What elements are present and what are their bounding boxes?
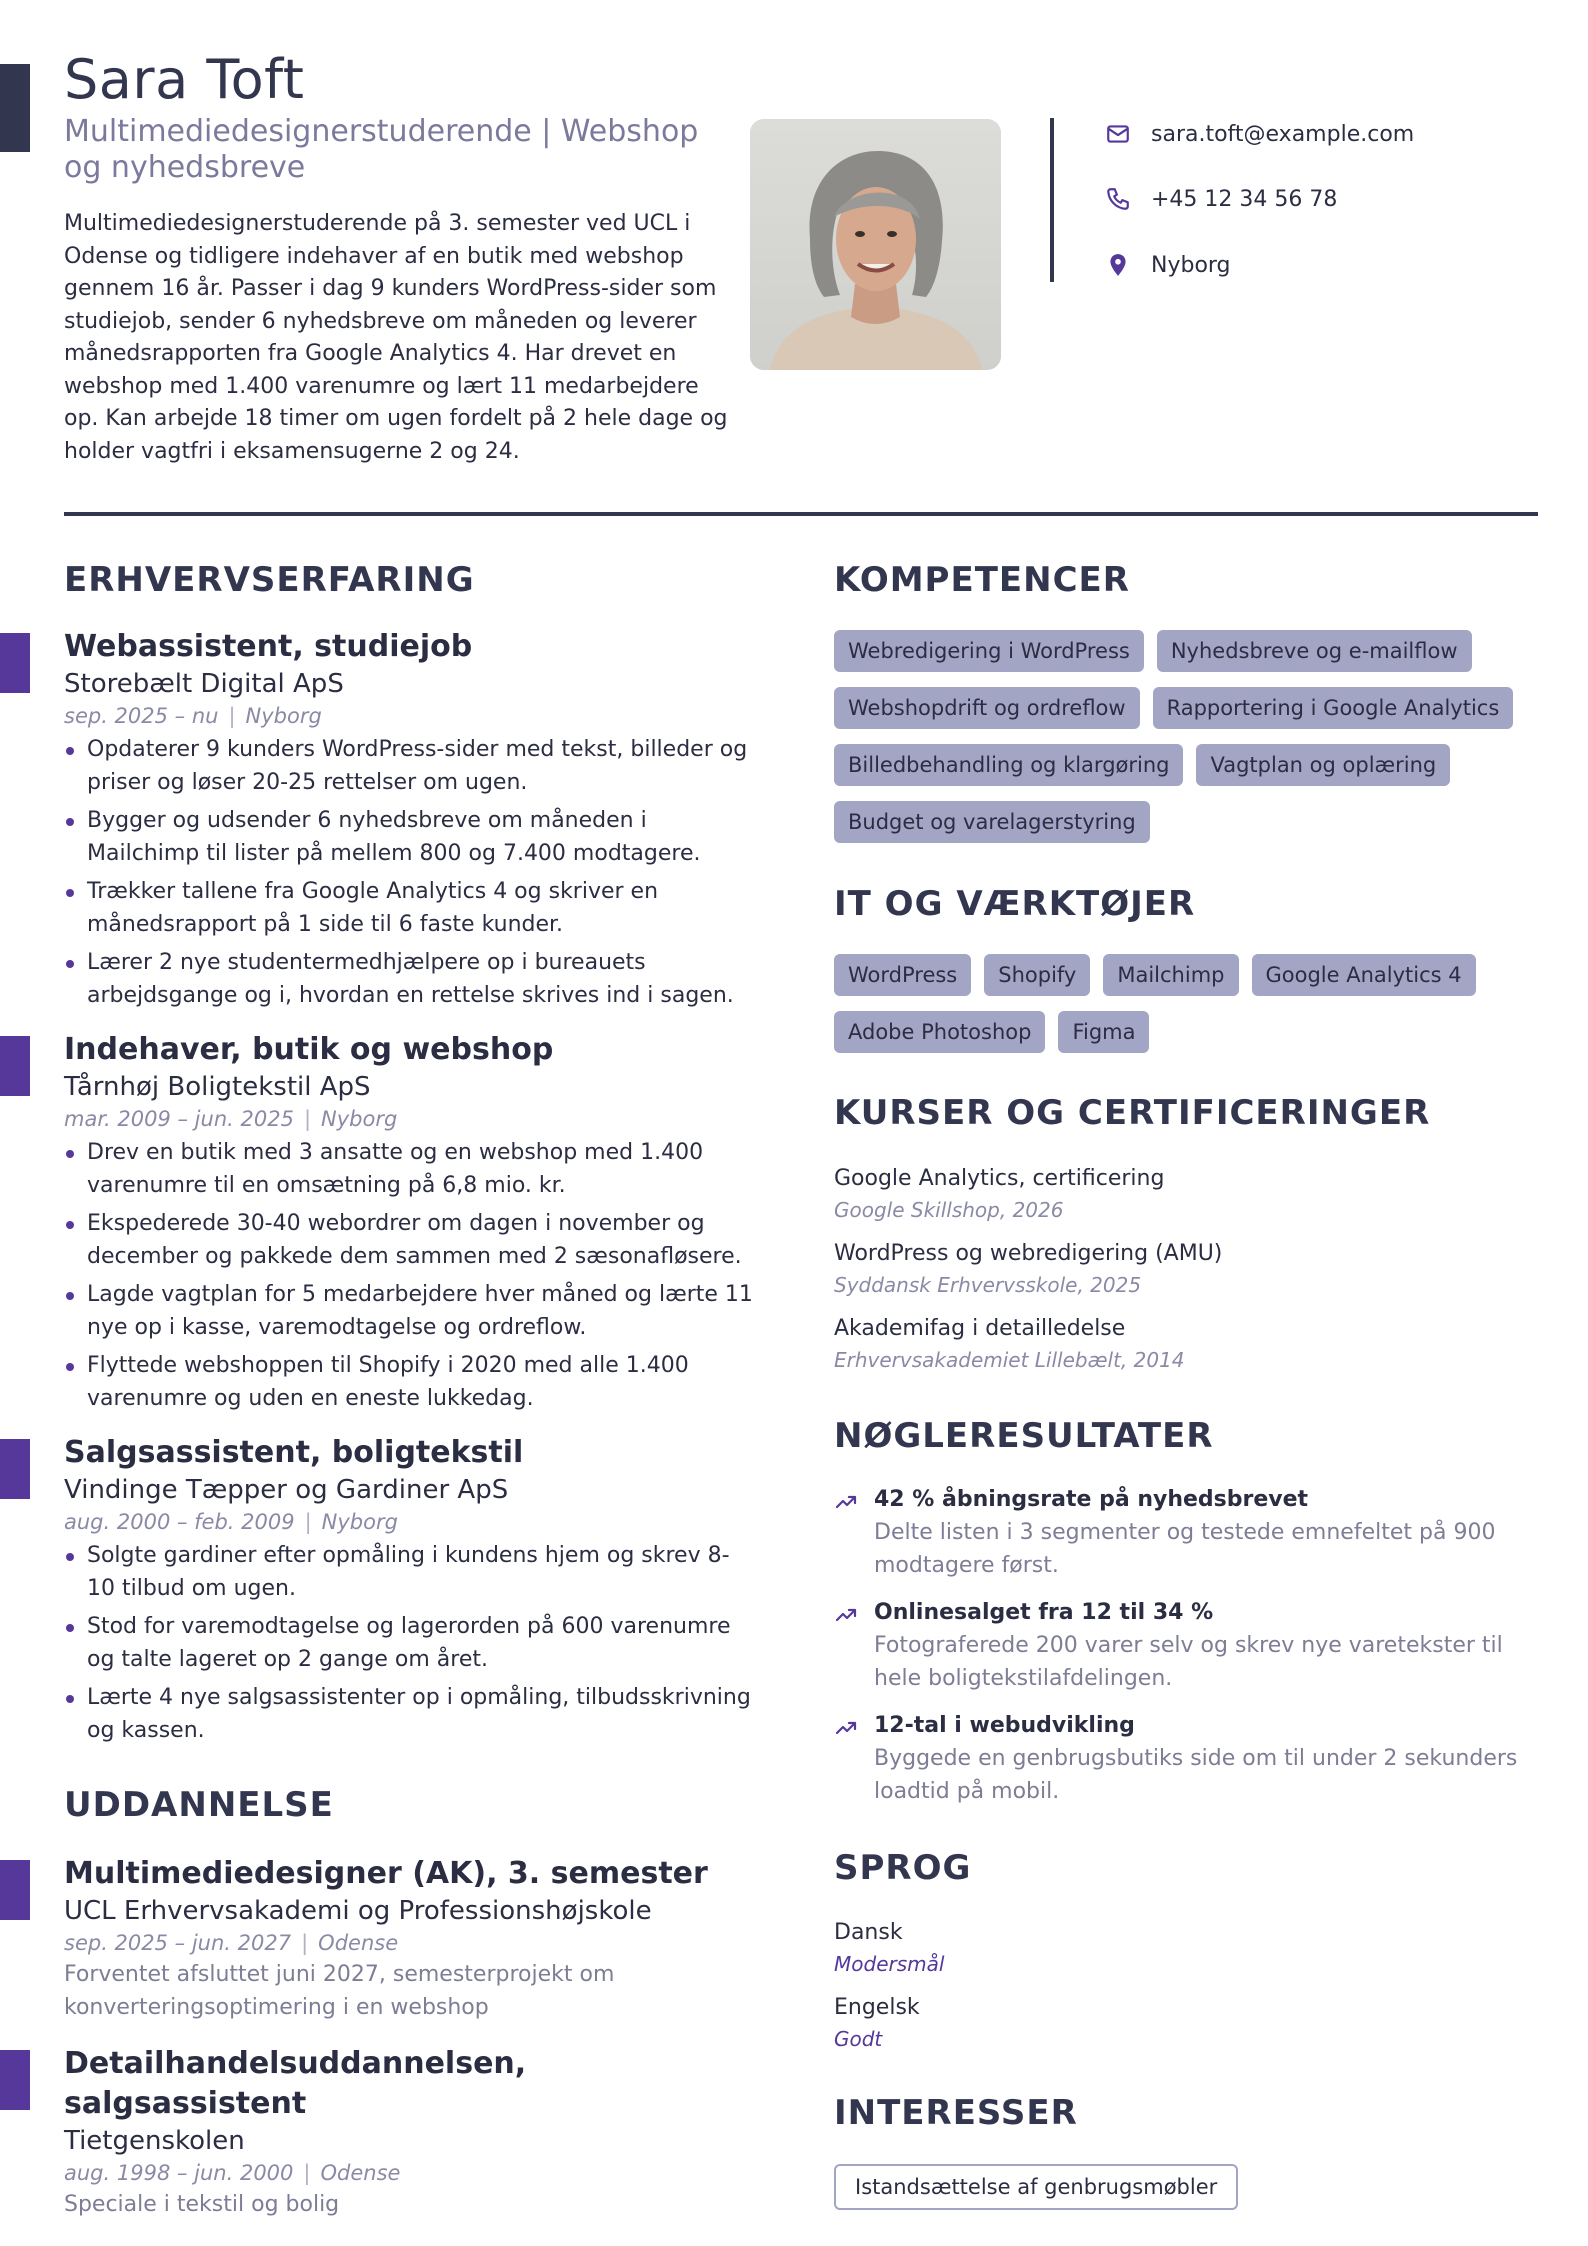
result-entry [834, 1597, 1534, 1695]
job-dates: sep. 2025 – nu [64, 704, 219, 728]
tool-chip: WordPress [834, 954, 971, 996]
tool-chip: Figma [1058, 1011, 1149, 1053]
contact-divider [1050, 118, 1054, 282]
education-dates: sep. 2025 – jun. 2027 [64, 1931, 292, 1955]
section-title-tools: IT OG VÆRKTØJER [834, 884, 1196, 924]
result-entry [834, 1710, 1534, 1808]
job-bullet: Flyttede webshoppen til Shopify i 2020 med alle 1.400 varenumre og uden en eneste lukkedag. [64, 1349, 754, 1415]
headline: Multimediedesignerstuderende | Webshop og nyhedsbreve [64, 114, 699, 185]
skill-chip: Billedbehandling og klargøring [834, 744, 1183, 786]
education-meta [64, 1928, 754, 1958]
section-title-languages: SPROG [834, 1848, 972, 1888]
job-accent-bar [0, 1036, 30, 1096]
job-bullet: Ekspederede 30-40 webordrer om dagen i november og december og pakkede dem sammen med 2 sæsonafløsere. [64, 1207, 754, 1273]
job-company: Storebælt Digital ApS [64, 669, 344, 699]
job-dates: mar. 2009 – jun. 2025 [64, 1107, 294, 1131]
header-divider [64, 512, 1538, 516]
job-entry [64, 1433, 754, 1752]
job-company: Vindinge Tæpper og Gardiner ApS [64, 1475, 509, 1505]
education-meta [64, 2158, 754, 2188]
section-title-interests: INTERESSER [834, 2093, 1078, 2133]
phone-text: +45 12 34 56 78 [1151, 186, 1338, 212]
profile-photo [750, 119, 1001, 370]
education-note: Speciale i tekstil og bolig [64, 2192, 340, 2217]
course-name: WordPress og webredigering (AMU) [834, 1241, 1223, 1266]
job-bullets [64, 733, 754, 1012]
result-description: Delte listen i 3 segmenter og testede emnefeltet på 900 modtagere først. [874, 1520, 1496, 1578]
course-provider: Syddansk Erhvervsskole, 2025 [834, 1273, 1142, 1297]
email-text: sara.toft@example.com [1151, 121, 1415, 147]
course-entry [834, 1163, 1534, 1225]
job-bullet: Lagde vagtplan for 5 medarbejdere hver måned og lærte 11 nye op i kasse, varemodtagelse og ordreflow. [64, 1278, 754, 1344]
language-name: Engelsk [834, 1995, 920, 2020]
education-entry [64, 1854, 754, 2024]
result-title: 42 % åbningsrate på nyhedsbrevet [874, 1487, 1309, 1512]
location-text: Nyborg [1151, 252, 1231, 278]
result-title: 12-tal i webudvikling [874, 1713, 1135, 1738]
language-name: Dansk [834, 1920, 903, 1945]
interest-tag: Istandsættelse af genbrugsmøbler [834, 2164, 1238, 2210]
meta-separator: | [228, 704, 236, 728]
job-entry [64, 1030, 754, 1420]
job-bullet: Stod for varemodtagelse og lagerorden på 600 varenumre og talte lageret op 2 gange om året. [64, 1610, 754, 1676]
contact-email[interactable] [1105, 118, 1525, 150]
education-location: Odense [318, 1931, 399, 1955]
course-provider: Google Skillshop, 2026 [834, 1198, 1064, 1222]
result-title: Onlinesalget fra 12 til 34 % [874, 1600, 1214, 1625]
skill-chip: Webredigering i WordPress [834, 630, 1144, 672]
meta-separator: | [301, 1931, 309, 1955]
tool-chip: Shopify [984, 954, 1090, 996]
job-title: Webassistent, studiejob [64, 629, 473, 664]
job-location: Nyborg [321, 1510, 398, 1534]
header-accent-bar [0, 64, 30, 152]
job-bullet: Lærer 2 nye studentermedhjælpere op i bureauets arbejdsgange og i, hvordan en rettelse skrives ind i sagen. [64, 946, 754, 1012]
candidate-name: Sara Toft [64, 48, 305, 111]
tool-chip: Google Analytics 4 [1252, 954, 1476, 996]
job-title: Indehaver, butik og webshop [64, 1032, 554, 1067]
skills-list [834, 630, 1534, 843]
job-bullet: Lærte 4 nye salgsassistenter op i opmåling, tilbudsskrivning og kassen. [64, 1681, 754, 1747]
education-title: Detailhandelsuddannelsen, salgsassistent [64, 2046, 527, 2121]
skill-chip: Rapportering i Google Analytics [1153, 687, 1514, 729]
job-dates: aug. 2000 – feb. 2009 [64, 1510, 295, 1534]
job-location: Nyborg [321, 1107, 398, 1131]
skill-chip: Budget og varelagerstyring [834, 801, 1150, 843]
trend-up-icon [834, 1716, 858, 1740]
job-bullets [64, 1136, 754, 1415]
job-bullet: Trækker tallene fra Google Analytics 4 og skriver en månedsrapport på 1 side til 6 faste kunder. [64, 875, 754, 941]
course-name: Google Analytics, certificering [834, 1166, 1165, 1191]
job-title: Salgsassistent, boligtekstil [64, 1435, 524, 1470]
job-location: Nyborg [245, 704, 322, 728]
contact-location [1105, 249, 1525, 281]
job-accent-bar [0, 1439, 30, 1499]
phone-icon [1105, 186, 1131, 212]
course-name: Akademifag i detailledelse [834, 1316, 1126, 1341]
meta-separator: | [303, 2161, 311, 2185]
job-bullet: Drev en butik med 3 ansatte og en webshop med 1.400 varenumre til en omsætning på 6,8 mio. kr. [64, 1136, 754, 1202]
section-title-courses: KURSER OG CERTIFICERINGER [834, 1093, 1431, 1133]
skill-chip: Webshopdrift og ordreflow [834, 687, 1140, 729]
education-entry [64, 2044, 754, 2221]
skill-chip: Vagtplan og oplæring [1196, 744, 1450, 786]
course-entry [834, 1313, 1534, 1375]
education-school: Tietgenskolen [64, 2126, 245, 2156]
language-entry [834, 1917, 1234, 1979]
education-school: UCL Erhvervsakademi og Professionshøjskole [64, 1896, 652, 1926]
education-location: Odense [320, 2161, 401, 2185]
job-company: Tårnhøj Boligtekstil ApS [64, 1072, 371, 1102]
course-entry [834, 1238, 1534, 1300]
education-note: Forventet afsluttet juni 2027, semesterprojekt om konverteringsoptimering i en webshop [64, 1962, 615, 2020]
section-title-experience: ERHVERVSERFARING [64, 560, 475, 600]
meta-separator: | [303, 1107, 312, 1131]
mail-icon [1105, 121, 1131, 147]
tool-chip: Mailchimp [1103, 954, 1238, 996]
language-entry [834, 1992, 1234, 2054]
contact-phone[interactable] [1105, 183, 1525, 215]
section-title-skills: KOMPETENCER [834, 560, 1130, 600]
job-bullet: Solgte gardiner efter opmåling i kundens hjem og skrev 8-10 tilbud om ugen. [64, 1539, 754, 1605]
meta-separator: | [304, 1510, 312, 1534]
result-description: Byggede en genbrugsbutiks side om til under 2 sekunders loadtid på mobil. [874, 1746, 1518, 1804]
job-bullet: Bygger og udsender 6 nyhedsbreve om måneden i Mailchimp til lister på mellem 800 og 7.400 modtagere. [64, 804, 754, 870]
skill-chip: Nyhedsbreve og e-mailflow [1157, 630, 1472, 672]
education-dates: aug. 1998 – jun. 2000 [64, 2161, 294, 2185]
result-description: Fotograferede 200 varer selv og skrev nye varetekster til hele boligtekstilafdelingen. [874, 1633, 1503, 1691]
job-meta [64, 1507, 754, 1537]
job-entry [64, 627, 754, 1017]
trend-up-icon [834, 1603, 858, 1627]
language-level: Modersmål [834, 1952, 945, 1976]
education-accent-bar [0, 2050, 30, 2110]
education-accent-bar [0, 1860, 30, 1920]
job-bullet: Opdaterer 9 kunders WordPress-sider med tekst, billeder og priser og løser 20-25 rettelser om ugen. [64, 733, 754, 799]
job-meta [64, 701, 754, 731]
section-title-education: UDDANNELSE [64, 1785, 334, 1825]
job-accent-bar [0, 633, 30, 693]
tools-list [834, 954, 1534, 1053]
result-entry [834, 1484, 1534, 1582]
course-provider: Erhvervsakademiet Lillebælt, 2014 [834, 1348, 1185, 1372]
trend-up-icon [834, 1490, 858, 1514]
tool-chip: Adobe Photoshop [834, 1011, 1045, 1053]
section-title-results: NØGLERESULTATER [834, 1416, 1214, 1456]
education-title: Multimediedesigner (AK), 3. semester [64, 1856, 708, 1891]
profile-summary: Multimediedesignerstuderende på 3. semester ved UCL i Odense og tidligere indehaver af en butik med webshop gennem 16 år. Passer i dag 9 kunders WordPress-sider som studiejob, sender 6 nyhedsbreve om måneden og leverer månedsrapporten fra Google Analytics 4. Har drevet en webshop med 1.400 varenumre og lært 11 medarbejdere op. Kan arbejde 18 timer om ugen fordelt på 2 hele dage og holder vagtfri i eksamensugerne 2 og 24. [64, 211, 728, 464]
job-bullets [64, 1539, 754, 1747]
portrait-illustration [750, 119, 1001, 370]
language-level: Godt [834, 2027, 883, 2051]
location-pin-icon [1105, 252, 1131, 278]
job-meta [64, 1104, 754, 1134]
